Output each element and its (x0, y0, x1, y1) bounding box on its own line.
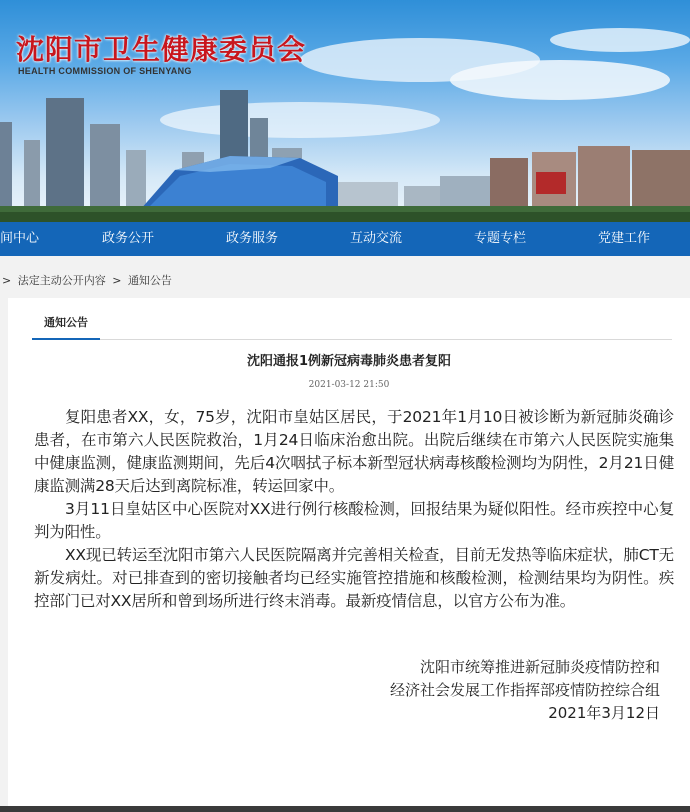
article-datetime: 2021-03-12 21:50 (308, 380, 390, 390)
nav-item-party-building[interactable]: 党建工作 (598, 231, 651, 246)
nav-item-government-services[interactable]: 政务服务 (226, 231, 279, 246)
breadcrumb-separator: > (2, 274, 12, 287)
section-header (32, 310, 672, 340)
site-subtitle: HEALTH COMMISSION OF SHENYANG (18, 66, 192, 76)
article-paragraph: 3月11日皇姑区中心医院对XX进行例行核酸检测，回报结果为疑似阳性。经市疾控中心复判为阳性。 (34, 500, 674, 541)
nav-item-special-topics[interactable]: 专题专栏 (474, 231, 527, 246)
nav-item-government-affairs[interactable]: 政务公开 (102, 231, 155, 246)
footer-strip (0, 806, 690, 812)
article-body (34, 406, 674, 613)
article-title: 沈阳通报1例新冠病毒肺炎患者复阳 (246, 354, 452, 369)
nav-item-interaction[interactable]: 互动交流 (350, 231, 403, 246)
breadcrumb-item-public-content[interactable]: 法定主动公开内容 (17, 274, 106, 287)
signature-line: 经济社会发展工作指挥部疫情防控综合组 (389, 681, 660, 699)
tab-notices[interactable]: 通知公告 (32, 310, 100, 340)
article-paragraph: XX现已转运至沈阳市第六人民医院隔离并完善相关检查，目前无发热等临床症状，肺CT无新发病灶。对已排查到的密切接触者均已经实施管控措施和核酸检测，检测结果均为阴性。疾控部门已对XX居所和曾到场所进行终末消毒。最新疫情信息，以官方公布为准。 (34, 546, 674, 610)
main-navigation (0, 222, 690, 256)
header-banner (0, 0, 690, 222)
breadcrumb-separator: > (112, 274, 122, 287)
signature-date: 2021年3月12日 (548, 704, 660, 722)
content-panel (8, 298, 690, 806)
nav-item-news-center[interactable]: 间中心 (0, 231, 40, 246)
breadcrumb-item-notices[interactable]: 通知公告 (127, 274, 172, 287)
breadcrumb (0, 256, 690, 298)
article-paragraph: 复阳患者XX，女，75岁，沈阳市皇姑区居民，于2021年1月10日被诊断为新冠肺炎确诊患者，在市第六人民医院救治，1月24日临床治愈出院。出院后继续在市第六人民医院实施集中健康监测，健康监测期间，先后4次咽拭子标本新型冠状病毒核酸检测均为阴性，2月21日健康监测满28天后达到离院标准，转运回家中。 (34, 408, 674, 495)
article-signature (260, 656, 660, 725)
signature-line: 沈阳市统筹推进新冠肺炎疫情防控和 (419, 658, 660, 676)
site-title: 沈阳市卫生健康委员会 (16, 33, 307, 66)
